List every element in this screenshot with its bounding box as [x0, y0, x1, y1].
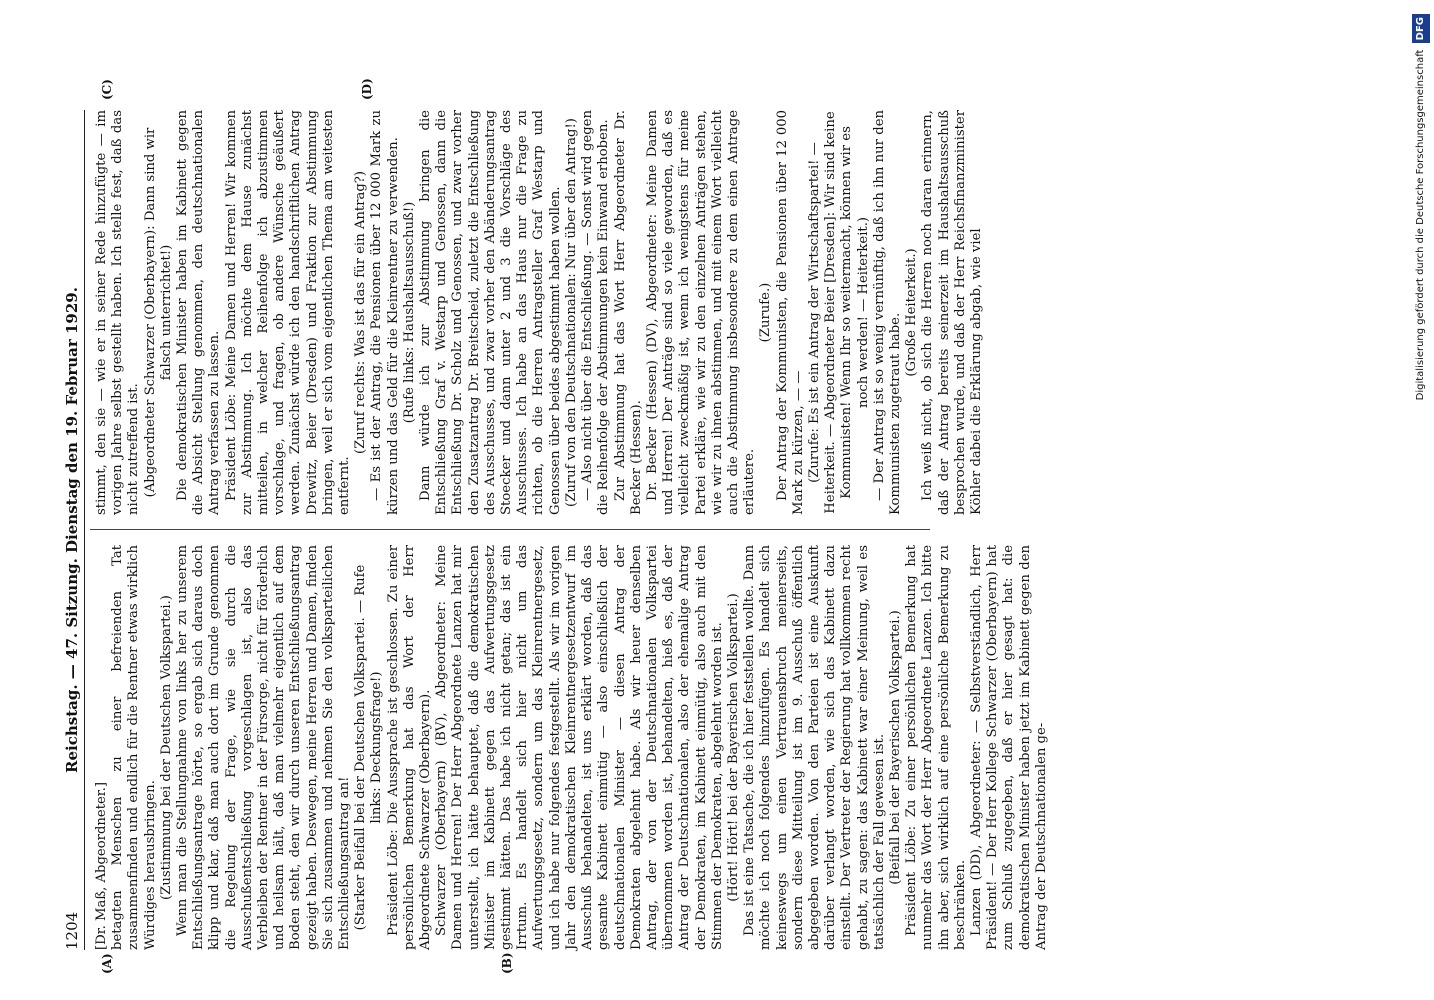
interjection: (Zustimmung bei der Deutschen Volkspartei.) [158, 595, 174, 900]
paragraph: Wenn man die Stellungnahme von links her zu unserem Entschließungsantrage hörte, so ergab sich daraus doch klipp und klar, daß man auch dort im Grunde genommen die Regelung der Frage, wie sie durch die Ausschußentschließung vorgeschlagen ist, also das Verbleiben der Rentner in der Fürsorge, nicht für förderlich und heilsam hält, daß man vielmehr eigentlich auf dem Boden steht, den wir durch unseren Entschließungsantrag gezeigt haben. Deswegen, meine Herren und Damen, finden Sie sich zusammen und nehmen Sie den volksparteilichen Entschließungsantrag an! [175, 545, 353, 950]
interjection: (Zuruf von den Deutschnationalen: Nur über den Antrag!) [563, 118, 579, 507]
interjection: (Große Heiterkeit.) [904, 248, 920, 377]
credit-text: Digitalisierung gefördert durch die Deutsche Forschungsgemeinschaft [1415, 49, 1426, 401]
paragraph: — Also nicht über die Entschließung. — Sonst wird gegen die Reihenfolge der Abstimmungen kein Einwand erhoben. [580, 110, 612, 515]
interjection: (Zurufe.) [758, 282, 774, 343]
margin-marker-c: (C) [100, 79, 114, 100]
rotated-document-page [60, 0, 1049, 974]
right-column [94, 110, 985, 515]
paragraph: Ich weiß nicht, ob sich die Herren noch daran erinnern, daß der Antrag bereits seinerzeit im Haushaltsausschuß besprochen wurde, und daß der Herr Reichsfinanzminister Köhler dabei die Erklärung abgab, wie viel [920, 110, 984, 515]
speaker-paragraph: Dr. Becker (Hessen) (DV), Abgeordneter: Meine Damen und Herren! Der Anträge sind so viele geworden, daß es vielleicht zweckmäßig ist, wenn ich wenigstens für meine Partei erkläre, wie wir zu den einzelnen Anträgen stehen, wie wir zu ihnen abstimmen, und mit einem Wort vielleicht auch die Abstimmung insbesondere zu dem einen Antrage erläutere. [644, 110, 758, 515]
interjection: (Abgeordneter Schwarzer (Oberbayern): Dann sind wir falsch unterrichtet!) [142, 127, 174, 498]
margin-marker-d: (D) [360, 78, 374, 100]
left-column [94, 545, 1050, 950]
paragraph: Die demokratischen Minister haben im Kabinett gegen die Absicht Stellung genommen, den deutschnationalen Antrag verfassen zu lassen. [175, 110, 223, 515]
interjection: (Rufe links: Haushaltsausschuß!) [401, 201, 417, 424]
paragraph: — Es ist der Antrag, die Pensionen über 12 000 Mark zu kürzen und das Geld für die Kleinrentner zu verwenden. [369, 110, 401, 515]
paragraph: Zur Abstimmung hat das Wort Herr Abgeordneter Dr. Becker (Hessen). [612, 110, 644, 515]
speaker-continuation: [Dr. Maß, Abgeordneter.] [94, 781, 109, 950]
dfg-logo: DFG [1412, 14, 1430, 43]
digitization-credit [1412, 14, 1430, 984]
president-statement: Präsident Löbe: Meine Damen und Herren! Wir kommen zur Abstimmung. Ich möchte dem Hause zunächst mitteilen, in welcher Reihenfolge ich abzustimmen vorschlage, und fragen, ob andere Wünsche geäußert werden. Zunächst würde ich den handschriftlichen Antrag Drewitz, Beier (Dresden) und Fraktion zur Abstimmung bringen, weil er sich vom eigentlichen Thema am weitesten entfernt. [223, 110, 353, 515]
paragraph: Der Antrag der Kommunisten, die Pensionen über 12 000 Mark zu kürzen, — — [774, 110, 806, 515]
interjection: (Beifall bei der Bayerischen Volkspartei.) [887, 610, 903, 885]
paragraph: — Der Antrag ist so wenig vernünftig, daß ich ihn nur den Kommunisten zugetraut habe. [871, 110, 903, 515]
interjection: (Starker Beifall bei der Deutschen Volkspartei. — Rufe links: Deckungsfrage!) [353, 564, 385, 931]
speaker-paragraph: Schwarzer (Oberbayern) (BV), Abgeordneter: Meine Damen und Herren! Der Herr Abgeordnete Lanzen hat mir unterstellt, ich hätte behauptet, daß die demokratischen Minister im Kabinett gegen das Aufwertungsgesetz gestimmt hätten. Das habe ich nicht getan; das ist ein Irrtum. Es handelt sich hier nicht um das Aufwertungsgesetz, sondern um das Kleinrentnergesetz, und ich habe nur folgendes festgestellt. Als wir im vorigen Jahr den demokratischen Kleinrentnergesetzentwurf im Ausschuß behandelten, ist uns erklärt worden, daß das gesamte Kabinett einmütig — also einschließlich der deutschnationalen Minister — diesen Antrag der Demokraten abgelehnt habe. Als wir heuer denselben Antrag, der von der Deutschnationalen Volkspartei übernommen worden ist, behandelten, hieß es, daß der Antrag der Deutschnationalen, also der ehemalige Antrag der Demokraten, im Kabinett einmütig, also auch mit den Stimmen der Demokraten, abgelehnt worden ist. [434, 545, 725, 950]
margin-marker-b: (B) [500, 952, 514, 974]
interjection: (Zurufe: Es ist ein Antrag der Wirtschaftspartei! — Heiterkeit. — Abgeordneter Beier [Dresden]: Wir sind keine Kommunisten! Wenn Ihr so weitermacht, können wir es noch werden! — Heiterkeit.) [806, 111, 871, 514]
paragraph: Das ist eine Tatsache, die ich hier feststellen wollte. Dann möchte ich noch folgendes hinzufügen. Es handelt sich keineswegs um einen Vertrauensbruch meinerseits, sondern diese Mitteilung ist im 9. Ausschuß öffentlich abgegeben worden. Von den Parteien ist eine Auskunft darüber verlangt worden, wie sich das Kabinett dazu einstellt. Der Vertreter der Regierung hat vollkommen recht gehabt, zu sagen: das Kabinett war einer Meinung, weil es tatsächlich der Fall gewesen ist. [742, 545, 887, 950]
paragraph: betagten Menschen zu einer befreienden Tat zusammenfinden und endlich für die Rentner etwas wirklich Würdiges herausbringen. [110, 545, 158, 950]
president-statement: Präsident Löbe: Zu einer persönlichen Bemerkung hat nunmehr das Wort der Herr Abgeordnete Lanzen. Ich bitte ihn aber, sich wirklich auf eine persönliche Bemerkung zu beschränken. [904, 545, 968, 950]
interjection: (Hört! Hört! bei der Bayerischen Volkspartei.) [725, 593, 741, 902]
interjection: (Zuruf rechts: Was ist das für ein Antrag?) [353, 170, 369, 455]
margin-marker-a: (A) [100, 953, 114, 974]
page-title: Reichstag. — 47. Sitzung. Dienstag den 19. Februar 1929. [63, 287, 81, 773]
paragraph: Dann würde ich zur Abstimmung bringen die Entschließung Graf v. Westarp und Genossen, dann die Entschließung Dr. Scholz und Genossen, und zwar vorher den Zusatzantrag Dr. Breitscheid, zuletzt die Entschließung des Ausschusses, und zwar vorher den Abänderungsantrag Stoecker und dann unter 2 und 3 die Vorschläge des Ausschusses. Ich habe an das Haus nur die Frage zu richten, ob die Herren Antragsteller Graf Westarp und Genossen über beides abgestimmt haben wollen. [418, 110, 563, 515]
president-statement: Präsident Löbe: Die Aussprache ist geschlossen. Zu einer persönlichen Bemerkung hat das Wort der Herr Abgeordnete Schwarzer (Oberbayern). [385, 545, 434, 950]
page-number: 1204 [63, 911, 81, 950]
speaker-paragraph: Lanzen (DD), Abgeordneter: — Selbstverständlich, Herr Präsident! — Der Herr Kollege Schwarzer (Oberbayern) hat zum Schluß zugegeben, daß er hier gesagt hat: die demokratischen Minister haben jetzt im Kabinett gegen den Antrag der Deutschnationalen ge- [968, 545, 1049, 950]
column-divider [90, 529, 930, 530]
page-header [60, 110, 85, 950]
paragraph: stimmt, den sie — wie er in seiner Rede hinzufügte — im vorigen Jahre selbst gestellt haben. Ich stelle fest, daß das nicht zutreffend ist. [94, 110, 142, 515]
